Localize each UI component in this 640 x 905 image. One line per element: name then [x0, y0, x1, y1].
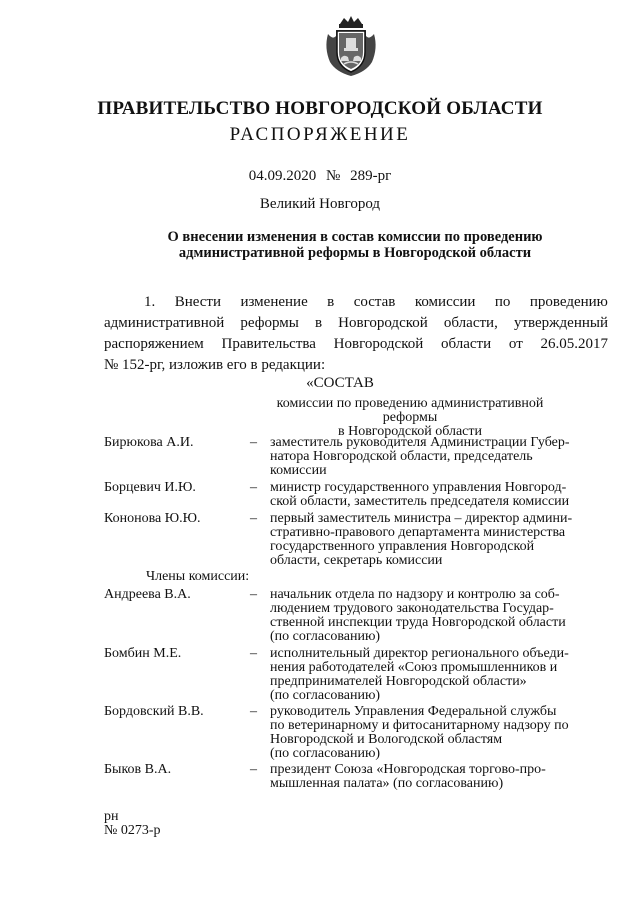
member-name: Кононова Ю.Ю.	[104, 511, 201, 526]
date-number-line	[0, 168, 640, 185]
subject-line: административной реформы в Новгородской области	[178, 245, 532, 261]
member-dash: –	[250, 511, 257, 526]
member-role: начальник отдела по надзору и контролю за соб- людением трудового законодательства Государ- ственной инспекции труда Новгородской области (по согласованию)	[270, 587, 566, 644]
member-name: Андреева В.А.	[104, 587, 191, 602]
document-date: 04.09.2020	[248, 168, 317, 184]
organization-title: ПРАВИТЕЛЬСТВО НОВГОРОДСКОЙ ОБЛАСТИ	[97, 98, 543, 119]
composition-title: «СОСТАВ	[306, 375, 374, 391]
member-dash: –	[250, 646, 257, 661]
member-dash: –	[250, 762, 257, 777]
main-paragraph	[104, 292, 608, 376]
document-type: РАСПОРЯЖЕНИЕ	[229, 124, 411, 145]
footer-code: рн	[104, 809, 119, 824]
member-role: первый заместитель министра – директор админи- стративно-правового департамента министерства государственного управления Новгородской области, секретарь комиссии	[270, 511, 573, 568]
member-name: Борцевич И.Ю.	[104, 480, 196, 495]
footer-reference	[104, 810, 161, 838]
member-dash: –	[250, 704, 257, 719]
member-role: президент Союза «Новгородская торгово-про- мышленная палата» (по согласованию)	[270, 762, 546, 791]
coat-of-arms-emblem	[322, 14, 380, 78]
member-dash: –	[250, 435, 257, 450]
paragraph-line-2: административной реформы в Новгородской области, утвержденный	[104, 315, 608, 331]
member-role: исполнительный директор регионального объеди- нения работодателей «Союз промышленников и предпринимателей Новгородской области» (по согласованию)	[270, 646, 569, 703]
footer-number: № 0273-р	[104, 823, 161, 838]
member-role: руководитель Управления Федеральной службы по ветеринарному и фитосанитарному надзору по Новгородской и Вологодской областям (по согласованию)	[270, 704, 569, 761]
members-heading: Члены комиссии:	[146, 569, 250, 584]
member-name: Бомбин М.Е.	[104, 646, 182, 661]
composition-subtitle: комиссии по проведению административной реформы в Новгородской области	[276, 396, 544, 439]
document-subject	[150, 229, 560, 261]
subject-line: О внесении изменения в состав комиссии по проведению	[167, 229, 543, 245]
member-name: Бирюкова А.И.	[104, 435, 194, 450]
member-dash: –	[250, 587, 257, 602]
document-number: 289-рг	[350, 168, 392, 184]
paragraph-line-1: 1. Внести изменение в состав комиссии по проведению	[144, 294, 608, 310]
member-name: Бордовский В.В.	[104, 704, 204, 719]
member-role: министр государственного управления Новгород- ской области, заместитель председателя комиссии	[270, 480, 570, 509]
member-role: заместитель руководителя Администрации Губер- натора Новгородской области, председатель комиссии	[270, 435, 570, 478]
paragraph-line-4: № 152-рг, изложив его в редакции:	[104, 357, 326, 373]
member-dash: –	[250, 480, 257, 495]
number-sign: №	[326, 168, 341, 184]
member-name: Быков В.А.	[104, 762, 172, 777]
paragraph-line-3: распоряжением Правительства Новгородской области от 26.05.2017	[104, 336, 608, 352]
city: Великий Новгород	[259, 196, 381, 212]
